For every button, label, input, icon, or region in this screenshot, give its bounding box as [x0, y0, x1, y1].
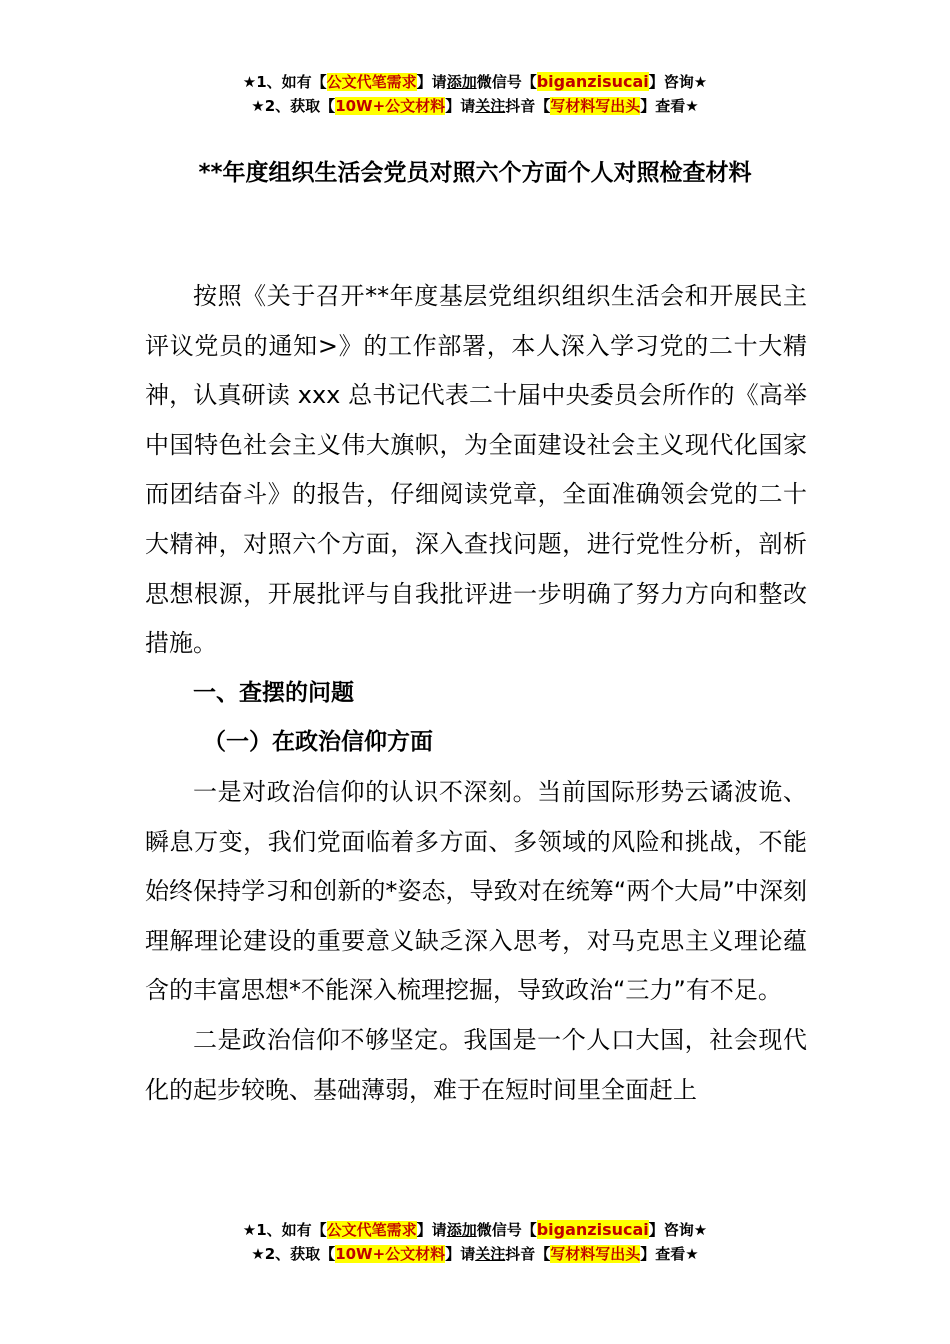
banner-text: ★1、如有【 [242, 1221, 327, 1239]
banner-highlight: 10W+公文材料 [335, 97, 446, 115]
banner-underlined: 关注 [475, 1245, 506, 1263]
body-paragraph-1: 一是对政治信仰的认识不深刻。当前国际形势云谲波诡、瞬息万变，我们党面临着多方面、多领域的风险和挑战，不能始终保持学习和创新的*姿态，导致对在统筹“两个大局”中深刻理解理论建设的重要意义缺乏深入思考，对马克思主义理论蕴含的丰富思想*不能深入梳理挖掘，导致政治“三力”有不足。 [145, 777, 807, 1005]
banner-text: 抖音【 [505, 97, 551, 115]
banner-text: 抖音【 [505, 1245, 551, 1263]
banner-text: ★2、获取【 [251, 97, 336, 115]
banner-text: 微信号【 [476, 1221, 537, 1239]
banner-line-1 [0, 70, 950, 94]
banner-highlight: 10W+公文材料 [335, 1245, 446, 1263]
banner-text: 微信号【 [476, 73, 537, 91]
banner-text: 】咨询★ [648, 73, 708, 91]
banner-text: 】请 [416, 73, 447, 91]
banner-text: 】请 [416, 1221, 447, 1239]
body-paragraph-2: 二是政治信仰不够坚定。我国是一个人口大国，社会现代化的起步较晚、基础薄弱，难于在短时间里全面赶上 [145, 1025, 807, 1104]
banner-douyin-id: 写材料写出头 [550, 1245, 641, 1263]
banner-line-2 [0, 94, 950, 118]
banner-underlined: 添加 [446, 1221, 477, 1239]
document-title: **年度组织生活会党员对照六个方面个人对照检查材料 [198, 160, 752, 186]
banner-douyin-id: 写材料写出头 [550, 97, 641, 115]
banner-text: 】咨询★ [648, 1221, 708, 1239]
banner-wechat-id: biganzisucai [536, 72, 649, 91]
banner-text: ★1、如有【 [242, 73, 327, 91]
banner-highlight: 公文代笔需求 [326, 1221, 417, 1239]
section-heading: 一、查摆的问题 [193, 679, 354, 706]
banner-text: 】请 [445, 1245, 476, 1263]
banner-line-1 [0, 1218, 950, 1242]
banner-highlight: 公文代笔需求 [326, 73, 417, 91]
footer-banner [0, 1218, 950, 1266]
banner-text: 】请 [445, 97, 476, 115]
banner-underlined: 关注 [475, 97, 506, 115]
header-banner [0, 70, 950, 118]
banner-text: 】查看★ [640, 97, 699, 115]
banner-underlined: 添加 [446, 73, 477, 91]
banner-line-2 [0, 1242, 950, 1266]
document-body [145, 272, 807, 1115]
banner-text: 】查看★ [640, 1245, 699, 1263]
banner-wechat-id: biganzisucai [536, 1220, 649, 1239]
intro-paragraph: 按照《关于召开**年度基层党组织组织生活会和开展民主评议党员的通知>》的工作部署，本人深入学习党的二十大精神，认真研读 xxx 总书记代表二十届中央委员会所作的《高举中国特色社会主义伟大旗帜，为全面建设社会主义现代化国家而团结奋斗》的报告，仔细阅读党章，全面准确领会党的二十大精神，对照六个方面，深入查找问题，进行党性分析，剖析思想根源，开展批评与自我批评进一步明确了努力方向和整改措施。 [145, 282, 807, 658]
banner-text: ★2、获取【 [251, 1245, 336, 1263]
subsection-heading: （一）在政治信仰方面 [203, 729, 433, 756]
